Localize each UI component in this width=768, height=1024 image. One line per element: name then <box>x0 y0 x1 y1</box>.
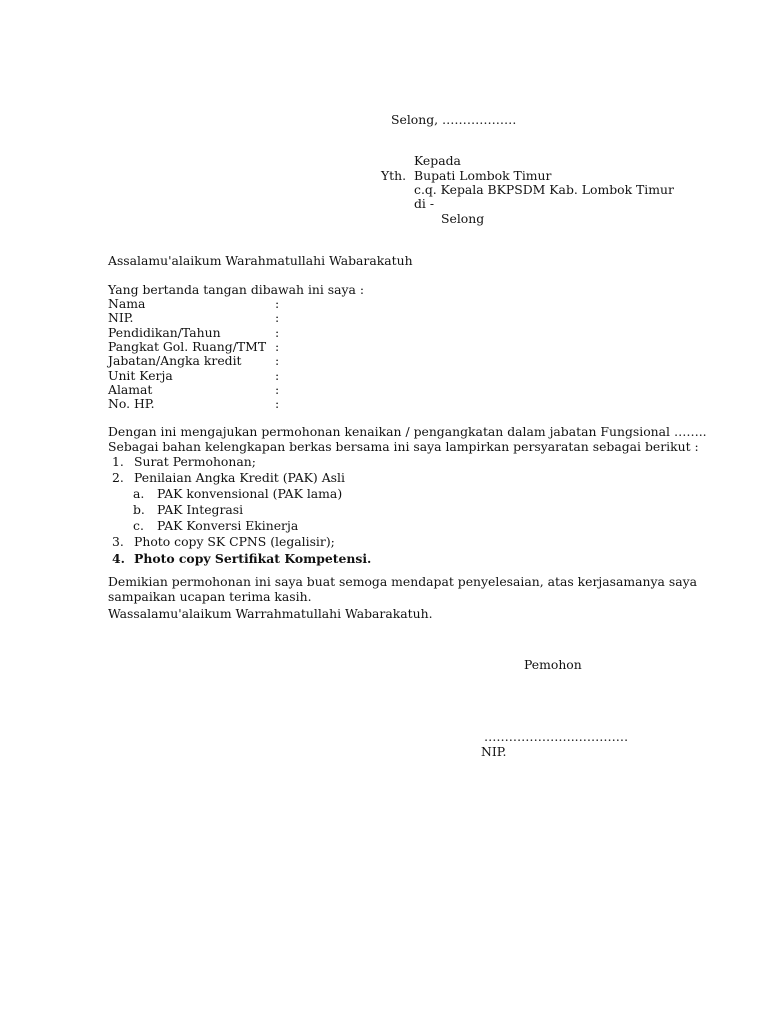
field-colon: : <box>275 296 280 311</box>
list-text: Photo copy SK CPNS (legalisir); <box>134 534 335 549</box>
sub-list-letter: b. <box>133 502 145 517</box>
recipient-line1: Bupati Lombok Timur <box>414 168 552 183</box>
field-colon: : <box>275 338 280 354</box>
list-number: 4. <box>112 551 125 566</box>
request-line-2: Sebagai bahan kelengkapan berkas bersama ini saya lampirkan persyaratan sebagai berikut : <box>108 439 699 454</box>
list-number: 2. <box>112 470 124 485</box>
closing-line-1: Demikian permohonan ini saya buat semoga mendapat penyelesaian, atas kerjasamanya saya <box>108 574 697 589</box>
field-label: No. HP. <box>108 396 155 412</box>
field-label: Unit Kerja <box>108 367 173 383</box>
intro-text: Yang bertanda tangan dibawah ini saya : <box>108 282 365 297</box>
recipient-line4: Selong <box>441 211 485 226</box>
recipient-block <box>381 154 721 234</box>
recipient-line3: di - <box>414 196 435 211</box>
identity-fields <box>108 297 408 413</box>
list-text: Photo copy Sertifikat Kompetensi. <box>134 551 372 566</box>
list-number: 1. <box>112 454 124 469</box>
field-label: Pendidikan/Tahun <box>108 324 221 340</box>
sub-list-text: PAK konvensional (PAK lama) <box>157 486 343 501</box>
recipient-kepada: Kepada <box>414 153 461 168</box>
greeting: Assalamu'alaikum Warahmatullahi Wabarakatuh <box>108 253 413 268</box>
list-text: Surat Permohonan; <box>134 454 256 469</box>
field-label: Alamat <box>108 381 153 397</box>
field-colon: : <box>275 310 280 326</box>
field-colon: : <box>275 396 280 412</box>
sub-list-letter: a. <box>133 486 145 501</box>
recipient-yth: Yth. <box>381 168 407 183</box>
recipient-line2: c.q. Kepala BKPSDM Kab. Lombok Timur <box>414 182 674 197</box>
field-label: Nama <box>108 296 146 311</box>
closing-line-2: sampaikan ucapan terima kasih. <box>108 589 312 604</box>
list-number: 3. <box>112 534 124 549</box>
signature-role: Pemohon <box>524 657 582 672</box>
sub-list-text: PAK Konversi Ekinerja <box>157 518 299 533</box>
field-colon: : <box>275 381 280 397</box>
field-label: Pangkat Gol. Ruang/TMT <box>108 338 267 354</box>
field-colon: : <box>275 324 280 340</box>
sub-list-letter: c. <box>133 518 144 533</box>
field-colon: : <box>275 353 280 369</box>
place-date: Selong, ……………… <box>391 112 517 127</box>
signature-nip: NIP. <box>481 744 507 759</box>
requirements-list <box>112 455 512 569</box>
list-text: Penilaian Angka Kredit (PAK) Asli <box>134 470 345 485</box>
field-label: Jabatan/Angka kredit <box>108 353 242 369</box>
field-colon: : <box>275 367 280 383</box>
signature-dots: …………………..………… <box>484 729 629 744</box>
field-label: NIP. <box>108 310 134 326</box>
request-line-1: Dengan ini mengajukan permohonan kenaikan / pengangkatan dalam jabatan Fungsional …….. <box>108 424 707 439</box>
sub-list-text: PAK Integrasi <box>157 502 244 517</box>
farewell: Wassalamu'alaikum Warrahmatullahi Wabarakatuh. <box>108 606 433 621</box>
